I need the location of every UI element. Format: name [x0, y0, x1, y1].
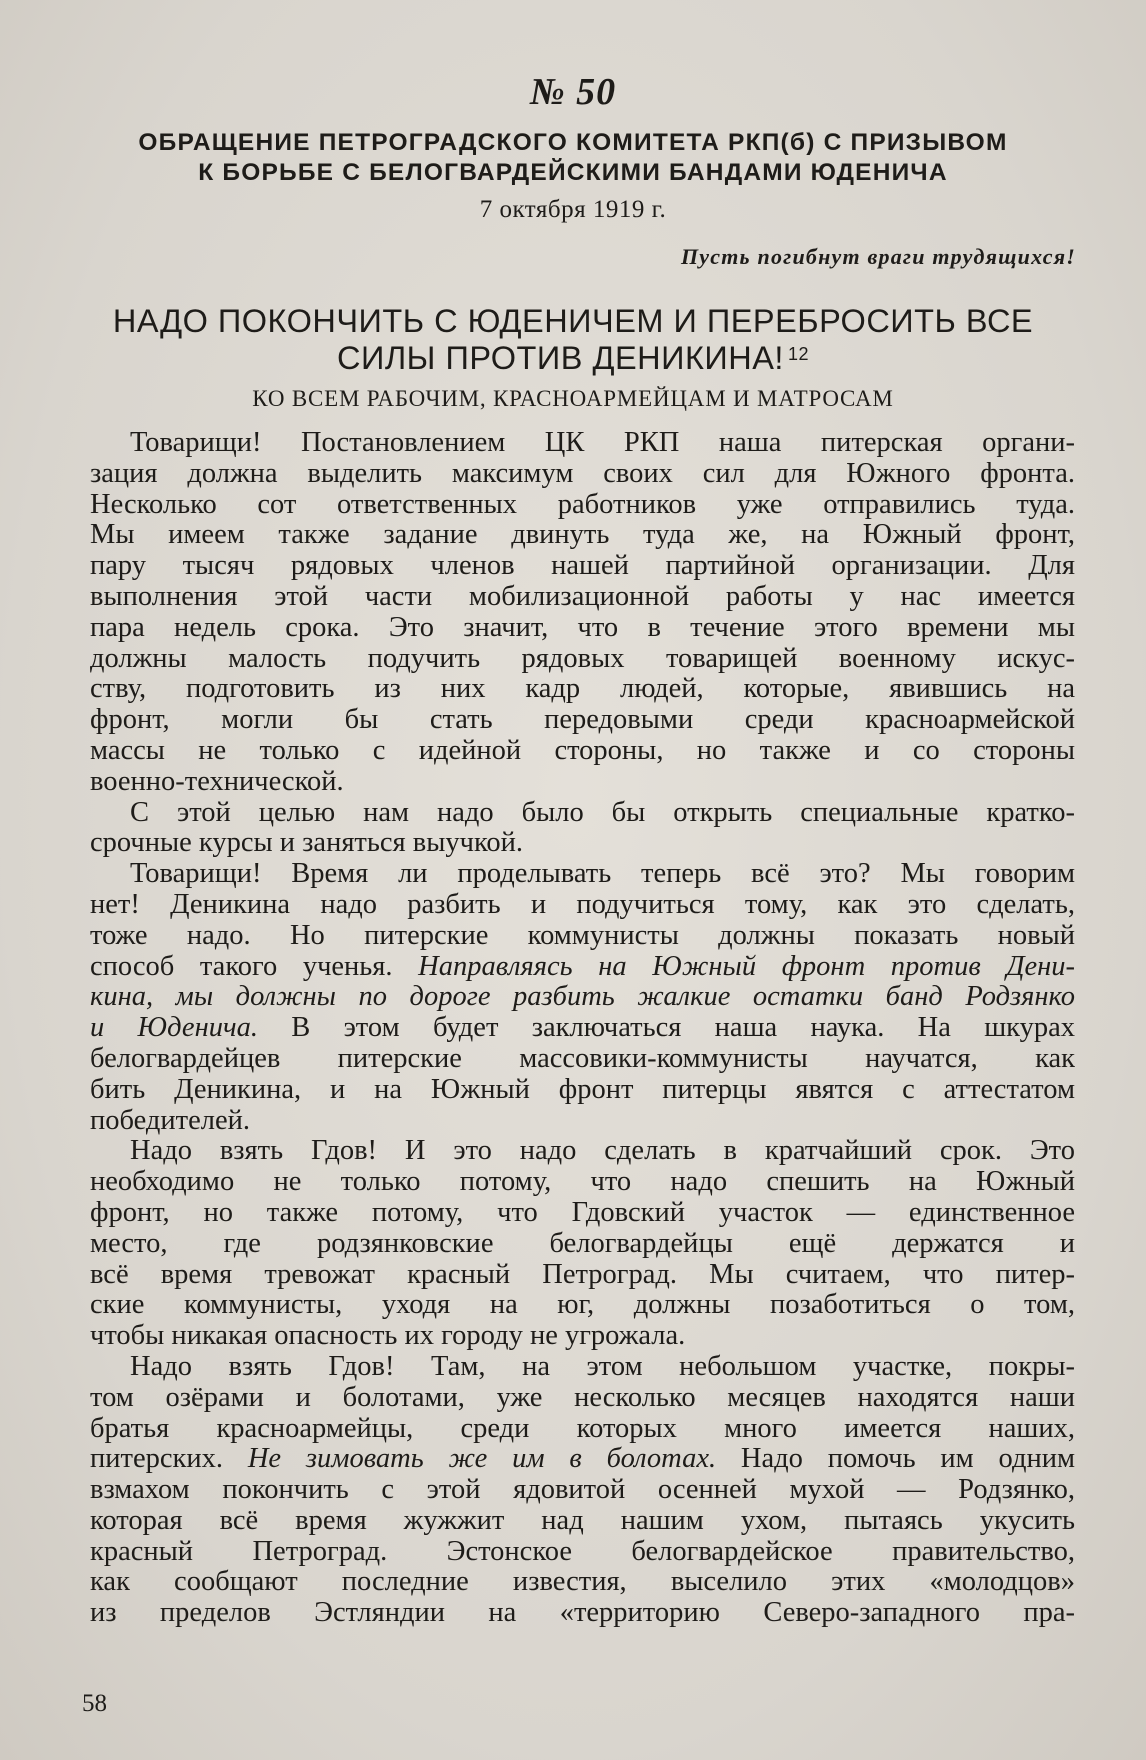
document-title: [95, 128, 1051, 188]
document-title-line: К БОРЬБЕ С БЕЛОГВАРДЕЙСКИМИ БАНДАМИ ЮДЕНИЧА: [198, 159, 948, 186]
italic-text-run: Не зимовать же им в болотах.: [247, 1443, 717, 1475]
text-run: Надо помочь им одним: [716, 1443, 1076, 1475]
text-line: белогвардейцев питерские массовики-коммунисты научатся, как: [90, 1042, 1075, 1074]
text-line: Товарищи! Постановлением ЦК РКП наша питерская органи-: [130, 427, 1075, 458]
text-line: [90, 1444, 1075, 1475]
text-line: Надо взять Гдов! Там, на этом небольшом участке, покры-: [130, 1350, 1075, 1382]
text-line: которая всё время жужжит над нашим ухом, пытаясь укусить: [90, 1504, 1075, 1536]
text-line: фронт, могли бы стать передовыми среди красноармейской: [90, 704, 1075, 736]
text-line: [90, 1013, 1075, 1044]
document-number: № 50: [529, 71, 617, 113]
text-line: зация должна выделить максимум своих сил для Южного фронта.: [90, 457, 1075, 489]
text-run: питерских.: [90, 1443, 248, 1475]
text-line: как сообщают последние известия, выселило этих «молодцов»: [90, 1566, 1075, 1598]
appeal-headline-text: СИЛЫ ПРОТИВ ДЕНИКИНА!: [337, 340, 784, 376]
text-line: взмахом покончить с этой ядовитой осенней мухой — Родзянко,: [90, 1474, 1075, 1506]
text-line: братья красноармейцы, среди которых много имеется наших,: [90, 1412, 1075, 1444]
text-line: военно-технической.: [90, 765, 344, 797]
italic-text-run: кина, мы должны по дороге разбить жалкие остатки банд Родзянко: [90, 981, 1075, 1013]
text-line: С этой целью нам надо было бы открыть специальные кратко-: [130, 796, 1075, 828]
footnote-marker: 12: [787, 344, 809, 364]
document-title-line: ОБРАЩЕНИЕ ПЕТРОГРАДСКОГО КОМИТЕТА РКП(б) С ПРИЗЫВОМ: [138, 129, 1008, 156]
text-line: Несколько сот ответственных работников уже отправились туда.: [90, 488, 1075, 520]
text-line: должны малость подучить рядовых товарищей военному искус-: [90, 642, 1075, 674]
text-line: пару тысяч рядовых членов нашей партийной организации. Для: [90, 550, 1075, 582]
text-line: красный Петроград. Эстонское белогвардейское правительство,: [90, 1535, 1075, 1567]
text-line: массы не только с идейной стороны, но также и со стороны: [90, 734, 1075, 766]
text-line: выполнения этой части мобилизационной работы у нас имеется: [90, 580, 1075, 612]
text-line: срочные курсы и заняться выучкой.: [90, 827, 523, 859]
text-line: пара недель срока. Это значит, что в течение этого времени мы: [90, 611, 1075, 643]
addressee-line: КО ВСЕМ РАБОЧИМ, КРАСНОАРМЕЙЦАМ И МАТРОСАМ: [252, 386, 894, 411]
text-line: место, где родзянковские белогвардейцы ещё держатся и: [90, 1227, 1075, 1259]
text-line: из пределов Эстляндии на «территорию Северо-западного пра-: [90, 1597, 1075, 1629]
text-line: [90, 952, 1075, 983]
appeal-headline-line: [80, 340, 1066, 377]
body-text: [90, 428, 1075, 1629]
text-run: В этом будет заключаться наша наука. На шкурах: [257, 1012, 1075, 1044]
text-line: необходимо не только потому, что надо спешить на Южный: [90, 1166, 1075, 1198]
italic-text-run: и Юденича.: [90, 1012, 258, 1044]
text-line: фронт, но также потому, что Гдовский участок — единственное: [90, 1196, 1075, 1228]
text-line: Товарищи! Время ли проделывать теперь всё это? Мы говорим: [130, 858, 1075, 890]
text-line: нет! Деникина надо разбить и подучиться тому, как это сделать,: [90, 888, 1075, 920]
page-number: 58: [82, 1690, 107, 1717]
text-line: чтобы никакая опасность их городу не угрожала.: [90, 1320, 686, 1352]
text-line: Надо взять Гдов! И это надо сделать в кратчайший срок. Это: [130, 1135, 1075, 1167]
text-line: том озёрами и болотами, уже несколько месяцев находятся наши: [90, 1381, 1075, 1413]
appeal-headline: [80, 303, 1066, 377]
text-line: [90, 982, 1075, 1013]
text-line: победителей.: [90, 1104, 251, 1136]
appeal-headline-line: НАДО ПОКОНЧИТЬ С ЮДЕНИЧЕМ И ПЕРЕБРОСИТЬ ВСЕ: [112, 303, 1034, 339]
text-run: способ такого ученья.: [90, 950, 419, 982]
text-line: ству, подготовить из них кадр людей, которые, явившись на: [90, 673, 1075, 705]
text-line: тоже надо. Но питерские коммунисты должны показать новый: [90, 919, 1075, 951]
epigraph: Пусть погибнут враги трудящихся!: [681, 244, 1076, 269]
document-date: 7 октября 1919 г.: [479, 196, 667, 223]
text-line: всё время тревожат красный Петроград. Мы считаем, что питер-: [90, 1258, 1075, 1290]
text-line: ские коммунисты, уходя на юг, должны позаботиться о том,: [90, 1289, 1075, 1321]
text-line: бить Деникина, и на Южный фронт питерцы явятся с аттестатом: [90, 1073, 1075, 1105]
text-line: Мы имеем также задание двинуть туда же, на Южный фронт,: [90, 519, 1075, 551]
italic-text-run: Направляясь на Южный фронт против Дени-: [418, 950, 1075, 982]
